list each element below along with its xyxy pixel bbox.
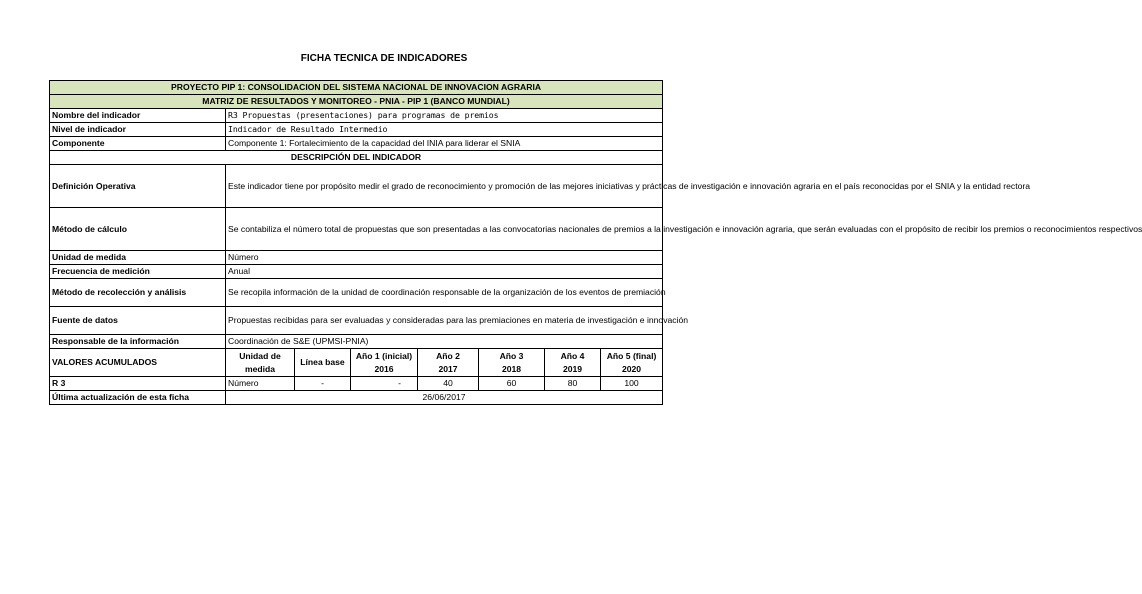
column-header-year1: Año 1 (inicial) 2016 <box>351 349 418 377</box>
column-header-year5: Año 5 (final) 2020 <box>601 349 663 377</box>
r3-row-label: R 3 <box>50 377 226 391</box>
data-source-label: Fuente de datos <box>50 307 226 335</box>
operational-definition-value: Este indicador tiene por propósito medir el grado de reconocimiento y promoción de las mejores iniciativas y prácticas de investigación e innovación agraria en el país reconocidas por el SNIA y la entidad rectora <box>226 165 663 208</box>
unit-value: Número <box>226 251 663 265</box>
r3-year3-value: 60 <box>479 377 545 391</box>
r3-year1-value: - <box>351 377 418 391</box>
matrix-header: MATRIZ DE RESULTADOS Y MONITOREO - PNIA - PIP 1 (BANCO MUNDIAL) <box>50 95 663 109</box>
frequency-value: Anual <box>226 265 663 279</box>
document-title: FICHA TECNICA DE INDICADORES <box>300 53 468 64</box>
column-header-year4: Año 4 2019 <box>545 349 601 377</box>
accumulated-values-label: VALORES ACUMULADOS <box>50 349 226 377</box>
responsible-label: Responsable de la información <box>50 335 226 349</box>
column-header-baseline: Línea base <box>295 349 351 377</box>
column-header-year2: Año 2 2017 <box>418 349 479 377</box>
r3-unit-value: Número <box>226 377 295 391</box>
r3-year4-value: 80 <box>545 377 601 391</box>
project-header: PROYECTO PIP 1: CONSOLIDACION DEL SISTEMA NACIONAL DE INNOVACION AGRARIA <box>50 81 663 95</box>
collection-method-label: Método de recolección y análisis <box>50 279 226 307</box>
unit-label: Unidad de medida <box>50 251 226 265</box>
indicator-sheet-table <box>49 80 1142 405</box>
column-header-unit: Unidad de medida <box>226 349 295 377</box>
indicator-level-label: Nivel de indicador <box>50 123 226 137</box>
component-value: Componente 1: Fortalecimiento de la capacidad del INIA para liderar el SNIA <box>226 137 663 151</box>
last-update-label: Última actualización de esta ficha <box>50 391 226 405</box>
indicator-level-value: Indicador de Resultado Intermedio <box>226 123 663 137</box>
indicator-name-label: Nombre del indicador <box>50 109 226 123</box>
frequency-label: Frecuencia de medición <box>50 265 226 279</box>
last-update-value: 26/06/2017 <box>226 391 663 405</box>
r3-year2-value: 40 <box>418 377 479 391</box>
r3-baseline-value: - <box>295 377 351 391</box>
operational-definition-label: Definición Operativa <box>50 165 226 208</box>
data-source-value: Propuestas recibidas para ser evaluadas y consideradas para las premiaciones en materia de investigación e innovación <box>226 307 663 335</box>
r3-year5-value: 100 <box>601 377 663 391</box>
calculation-method-value: Se contabiliza el número total de propuestas que son presentadas a las convocatorias nacionales de premios a la investigación e innovación agraria, que serán evaluadas con el propósito de recibir los premios o reconocimientos respectivos <box>226 208 663 251</box>
calculation-method-label: Método de cálculo <box>50 208 226 251</box>
collection-method-value: Se recopila información de la unidad de coordinación responsable de la organización de los eventos de premiación <box>226 279 663 307</box>
description-section-title: DESCRIPCIÓN DEL INDICADOR <box>50 151 663 165</box>
responsible-value: Coordinación de S&E (UPMSI-PNIA) <box>226 335 663 349</box>
column-header-year3: Año 3 2018 <box>479 349 545 377</box>
indicator-name-value: R3 Propuestas (presentaciones) para programas de premios <box>226 109 663 123</box>
component-label: Componente <box>50 137 226 151</box>
